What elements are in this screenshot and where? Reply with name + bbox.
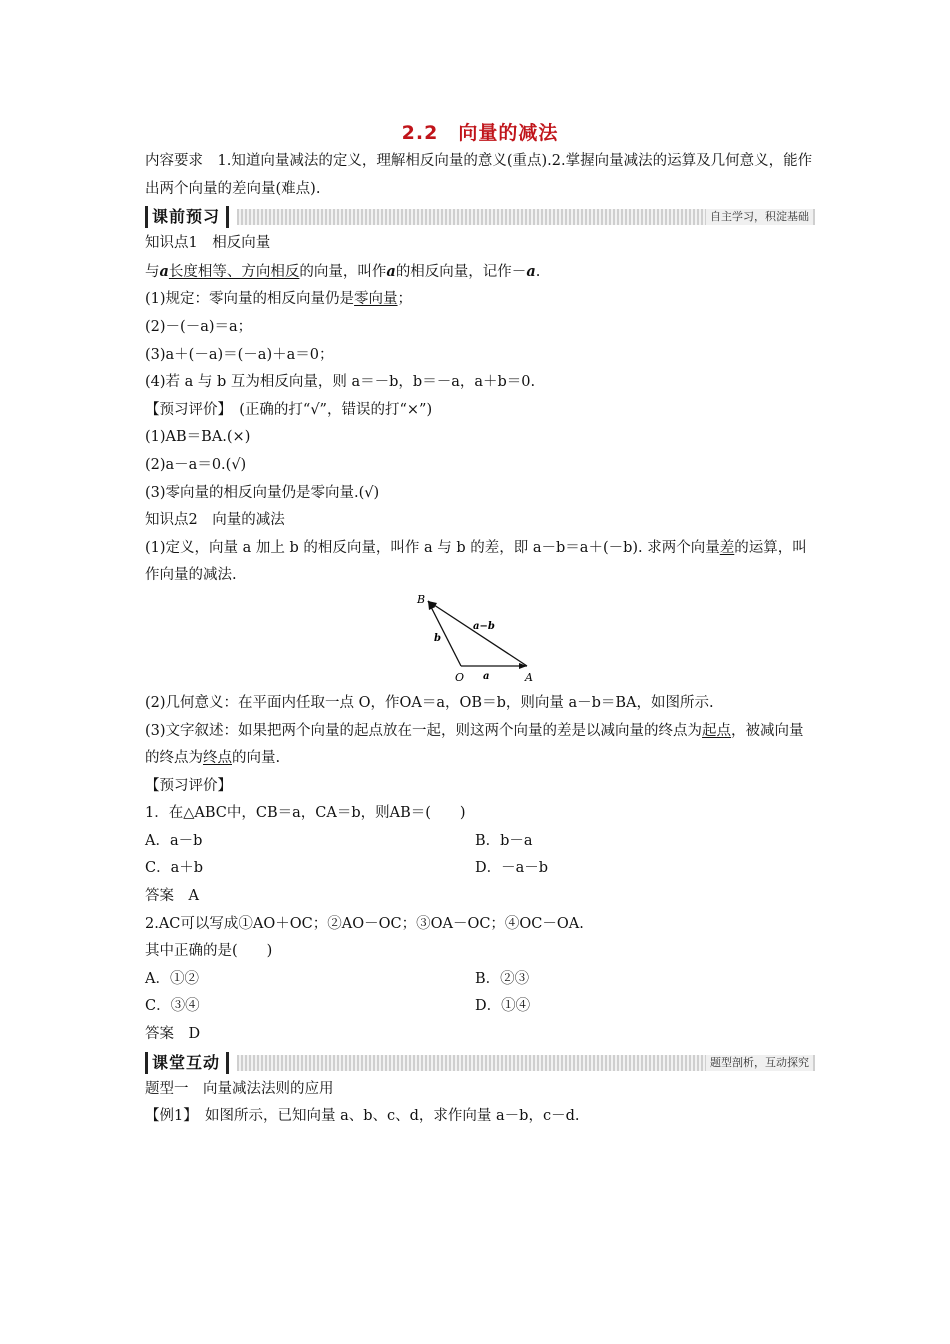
label-O: O: [455, 670, 465, 683]
example-1: 【例1】 如图所示，已知向量 a、b、c、d，求作向量 a－b，c－d.: [145, 1108, 580, 1125]
text: 的向量.: [232, 750, 281, 767]
requirements-label: 内容要求: [145, 153, 203, 169]
option: C．a＋b: [145, 860, 204, 877]
kp1-rule-4: (4)若 a 与 b 互为相反向量，则 a＝－b，b＝－a，a＋b＝0.: [145, 374, 536, 391]
q1-options-row: [145, 828, 815, 856]
option: B．b－a: [475, 832, 533, 849]
label-b: b: [434, 632, 441, 644]
underlined-text: 终点: [203, 750, 232, 767]
vector-b-line: [428, 601, 461, 666]
kp2-heading: 知识点2 向量的减法: [145, 512, 285, 529]
text: (1)定义，向量 a 加上 b 的相反向量，叫作 a 与 b 的差，即 a－b＝a＋(－b). 求两个向量: [145, 539, 720, 556]
vector-a: a: [386, 262, 396, 280]
answer-1: 答案 A: [145, 888, 199, 905]
text: (3)文字叙述：如果把两个向量的起点放在一起，则这两个向量的差是以减向量的终点为: [145, 722, 703, 739]
section-banner-classroom: [145, 1052, 815, 1074]
triangle-diagram: [415, 593, 545, 683]
label-B: B: [417, 592, 426, 606]
q1-options-row: [145, 855, 815, 883]
option: C．③④: [145, 998, 200, 1015]
eval1-item: (1)AB＝BA.(×): [145, 429, 251, 446]
question-1: 1．在△ABC中，CB＝a，CA＝b，则AB＝( ): [145, 805, 466, 822]
question-2-prompt: 其中正确的是( ): [145, 943, 273, 960]
label-A: A: [525, 670, 533, 683]
section-tag: 课堂互动: [145, 1052, 229, 1074]
text: 的相反向量，记作－: [395, 263, 527, 280]
text: 与: [145, 263, 160, 280]
q2-options-row: [145, 966, 815, 994]
kp1-rule-3: (3)a＋(－a)＝(－a)＋a＝0；: [145, 346, 334, 363]
page-title: 2.2 向量的减法: [401, 122, 559, 144]
section-note: 题型剖析，互动探究: [706, 1055, 813, 1071]
label-a: a: [483, 670, 490, 682]
section-banner-preview: [145, 206, 815, 228]
option: A．a－b: [145, 832, 203, 849]
option: B．②③: [475, 970, 530, 987]
requirements-text: 1.知道向量减法的定义，理解相反向量的意义(重点).2.掌握向量减法的运算及几何意义，能作出两个向量的差向量(难点).: [145, 153, 813, 197]
text: 的运算，叫作向量的减法.: [145, 539, 807, 584]
eval1-item: (3)零向量的相反向量仍是零向量.(√): [145, 484, 380, 501]
vector-a: a: [159, 262, 169, 280]
content-requirements: [145, 148, 815, 203]
text: .: [535, 263, 541, 280]
kp1-heading: 知识点1 相反向量: [145, 235, 271, 252]
vector-a: a: [526, 262, 536, 280]
kp1-definition: [145, 258, 815, 287]
type1-heading: 题型一 向量减法法则的应用: [145, 1080, 334, 1097]
kp1-rule-2: (2)－(－a)＝a；: [145, 318, 253, 335]
kp2-definition: [145, 535, 815, 590]
option: D．①④: [475, 998, 531, 1015]
option: A．①②: [145, 970, 199, 987]
text: (1)规定：零向量的相反向量仍是: [145, 291, 355, 308]
label-a-minus-b: a−b: [473, 620, 495, 632]
vector-difference-figure: [145, 593, 815, 688]
section-note: 自主学习，积淀基础: [706, 209, 813, 225]
document-page: [145, 118, 815, 1131]
eval1-item: (2)a－a＝0.(√): [145, 456, 247, 473]
underlined-text: 起点: [702, 722, 732, 739]
text: 的向量，叫作: [299, 263, 387, 280]
eval1-heading: 【预习评价】 (正确的打“√”，错误的打“×”): [145, 401, 433, 418]
underlined-text: 长度相等、方向相反: [168, 263, 300, 280]
kp1-rule-1: [145, 286, 815, 314]
underlined-text: 差: [719, 539, 735, 556]
q2-options-row: [145, 993, 815, 1021]
eval2-heading: 【预习评价】: [145, 777, 232, 794]
text: ；: [397, 291, 413, 308]
kp2-text-description: [145, 718, 815, 773]
vector-a-minus-b-line: [428, 601, 527, 666]
question-2: 2.AC可以写成①AO＋OC；②AO－OC；③OA－OC；④OC－OA.: [145, 915, 584, 932]
section-tag: 课前预习: [145, 206, 229, 228]
underlined-text: 零向量: [354, 291, 398, 308]
option: D．－a－b: [475, 860, 549, 877]
answer-2: 答案 D: [145, 1026, 201, 1043]
kp2-geometric-meaning: (2)几何意义：在平面内任取一点 O，作OA＝a，OB＝b，则向量 a－b＝BA，如图所示.: [145, 694, 714, 711]
text: ，被减向量的终点为: [145, 722, 804, 767]
